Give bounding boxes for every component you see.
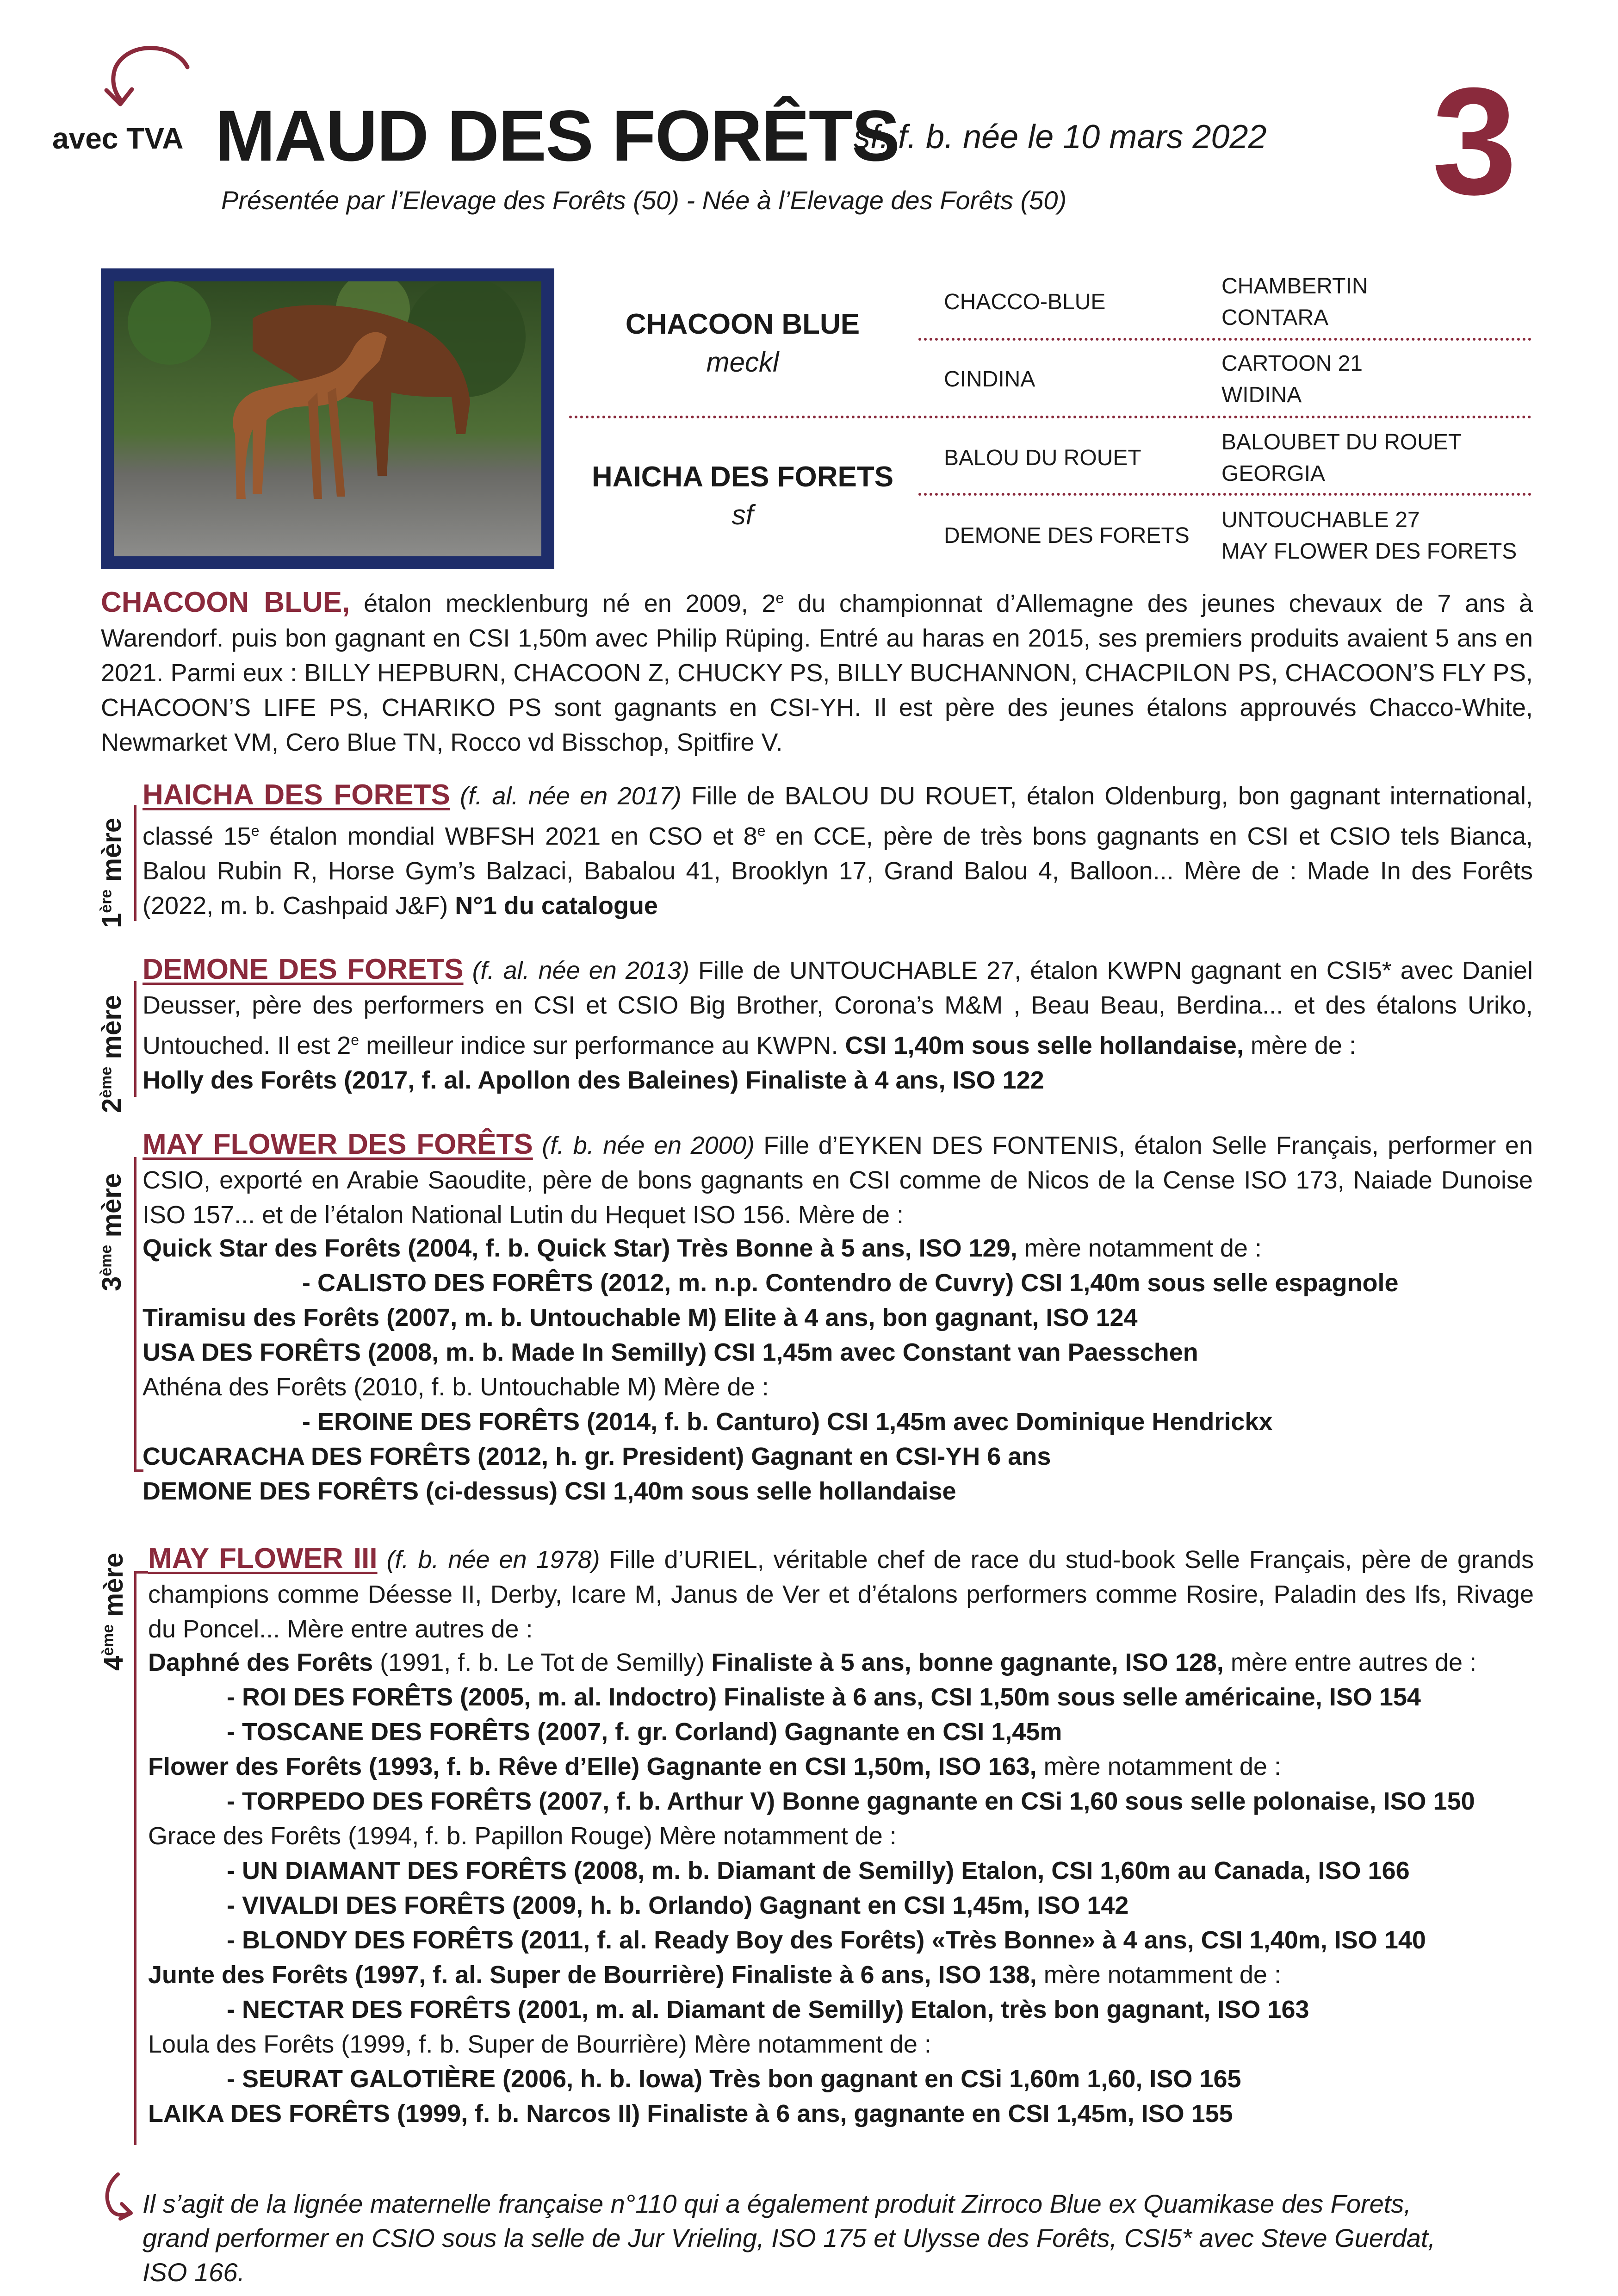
mere4-line-1-rest: mère entre autres de :: [1223, 1649, 1477, 1676]
mere2-text-3: mère de :: [1243, 1032, 1356, 1059]
pedigree-gen3-group-2: [1221, 348, 1363, 411]
mere1-label-sup: ère: [97, 889, 115, 913]
pedigree-dam-name: HAICHA DES FORETS: [591, 461, 894, 493]
mere3-produce-line: Tiramisu des Forêts (2007, m. b. Untouchable M) Elite à 4 ans, bon gagnant, ISO 124: [143, 1304, 1138, 1332]
mere2-sup: e: [351, 1032, 360, 1048]
mere4-produce-line: - SEURAT GALOTIÈRE (2006, h. b. Iowa) Très bon gagnant en CSi 1,60m 1,60, ISO 165: [227, 2065, 1241, 2093]
pedigree-divider-lower: [918, 493, 1531, 496]
mere3-description: [143, 1127, 1533, 1232]
pedigree-gen3-7: UNTOUCHABLE 27: [1221, 508, 1420, 532]
mere4-produce-line: Loula des Forêts (1999, f. b. Super de Bourrière) Mère notamment de :: [148, 2030, 931, 2058]
pedigree-gen3-group-1: [1221, 271, 1368, 334]
mere4-info: (f. b. née en 1978): [377, 1546, 600, 1574]
sire-description-name: CHACOON BLUE,: [101, 586, 350, 618]
mere1-label-num: 1: [97, 913, 127, 928]
mere3-bracket-foot: [134, 1469, 143, 1472]
mere2-bold-2: Holly des Forêts (2017, f. al. Apollon des Baleines) Finaliste à 4 ans, ISO 122: [143, 1066, 1044, 1094]
mere4-produce-line: LAIKA DES FORÊTS (1999, f. b. Narcos II) Finaliste à 6 ans, gagnante en CSI 1,45m, ISO 155: [148, 2100, 1233, 2128]
sire-description: [101, 581, 1533, 760]
mere3-label-num: 3: [97, 1276, 127, 1291]
mere2-label-sup: ème: [97, 1066, 115, 1098]
mere3-produce-list: [143, 1231, 1399, 1509]
maternal-line-note: Il s’agit de la lignée maternelle française n°110 qui a également produit Zirroco Blue ex Quamikase des Forets, grand performer en CSIO sous la selle de Jur Vrieling, ISO 175 et Ulysse des Forêts, CSI5* avec Steve Guerdat, ISO 166.: [143, 2189, 1436, 2287]
mere2-info: (f. al. née en 2013): [463, 957, 689, 984]
pedigree-gen3-group-4: [1221, 504, 1517, 567]
mere1-bracket: [134, 805, 136, 921]
hook-arrow-icon: [95, 2171, 136, 2221]
pedigree-gen3-3: CARTOON 21: [1221, 351, 1363, 376]
mere1-text-2: étalon mondial WBFSH 2021 en CSO et 8: [259, 822, 757, 850]
mere3-produce-line: CUCARACHA DES FORÊTS (2012, h. gr. President) Gagnant en CSI-YH 6 ans: [143, 1443, 1051, 1470]
mere4-produce-line: - ROI DES FORÊTS (2005, m. al. Indoctro) Finaliste à 6 ans, CSI 1,50m sous selle américaine, ISO 154: [227, 1683, 1421, 1711]
mere4-line-10-rest: mère notamment de :: [1036, 1961, 1281, 1989]
mere4-produce-list: [148, 1645, 1476, 2131]
mere4-line-4-rest: mère notamment de :: [1036, 1753, 1281, 1780]
mere4-line-1-normal: (1991, f. b. Le Tot de Semilly): [373, 1649, 712, 1676]
pedigree-divider-upper: [918, 338, 1531, 341]
mere4-produce-line: Grace des Forêts (1994, f. b. Papillon Rouge) Mère notamment de :: [148, 1822, 897, 1850]
mere3-line-1-bold: Quick Star des Forêts (2004, f. b. Quick Star) Très Bonne à 5 ans, ISO 129,: [143, 1234, 1017, 1262]
mere3-produce-line: Athéna des Forêts (2010, f. b. Untouchable M) Mère de :: [143, 1373, 769, 1401]
lot-number: 3: [1432, 56, 1517, 226]
mere3-text: Fille d’EYKEN DES FONTENIS, étalon Selle Français, performer en CSIO, exporté en Arabie Saoudite, père de bons gagnants en CSI comme de Nicos de la Cense ISO 173, Naiade Dunoise ISO 157... et de l’étalon National Lutin du Hequet ISO 156. Mère de :: [143, 1132, 1533, 1229]
mere3-produce-line: - EROINE DES FORÊTS (2014, f. b. Canturo) CSI 1,45m avec Dominique Hendrickx: [302, 1408, 1273, 1436]
mere2-label-word: mère: [97, 995, 127, 1067]
pedigree-gen2-3: BALOU DU ROUET: [944, 446, 1141, 470]
pedigree-gen2-4: DEMONE DES FORETS: [944, 523, 1190, 548]
mere4-label-word: mère: [99, 1552, 129, 1624]
pedigree-gen3-group-3: [1221, 427, 1462, 490]
mere2-bold-1: CSI 1,40m sous selle hollandaise,: [845, 1032, 1244, 1059]
sire-description-text-1: étalon mecklenburg né en 2009, 2: [350, 590, 776, 617]
pedigree-dam: [578, 460, 907, 531]
mere1-text-1: Fille de BALOU DU ROUET, étalon Oldenburg, bon gagnant international, classé 15: [143, 782, 1533, 850]
mere4-text: Fille d’URIEL, véritable chef de race du stud-book Selle Français, père de grands champions comme Déesse II, Derby, Icare M, Janus de Ver et d’étalons performers comme Rosire, Paladin des Ifs, Rivage du Poncel... Mère entre autres de :: [148, 1546, 1534, 1643]
mere4-produce-line: - NECTAR DES FORÊTS (2001, m. al. Diamant de Semilly) Etalon, très bon gagnant, ISO 163: [227, 1996, 1309, 2023]
mere3-produce-line: [143, 1231, 1399, 1266]
mere2-bracket: [134, 981, 136, 1097]
mere3-produce-line: DEMONE DES FORÊTS (ci-dessus) CSI 1,40m sous selle hollandaise: [143, 1477, 956, 1505]
mere4-side-label: [98, 1553, 129, 1671]
mere4-label-sup: ème: [99, 1624, 117, 1656]
presenter-line: Présentée par l’Elevage des Forêts (50) - Née à l’Elevage des Forêts (50): [221, 186, 1067, 215]
pedigree-gen3-6: GEORGIA: [1221, 461, 1326, 486]
mere4-produce-line: - VIVALDI DES FORÊTS (2009, h. b. Orlando) Gagnant en CSI 1,45m, ISO 142: [227, 1892, 1129, 1919]
mere1-text-3: en CCE, père de très bons gagnants en CSI et CSIO tels Bianca, Balou Rubin R, Horse Gym’s Balzaci, Babalou 41, Brooklyn 17, Grand Balou 4, Balloon... Mère de : Made In des Forêts (2022, m. b. Cashpaid J&F): [143, 822, 1533, 920]
pedigree-gen3-2: CONTARA: [1221, 305, 1329, 330]
sire-description-text-2: du championnat d’Allemagne des jeunes chevaux de 7 ans à Warendorf. puis bon gagnant en CSI 1,50m avec Philip Rüping. Entré au haras en 2015, ses premiers produits avaient 5 ans en 2021. Parmi eux : BILLY HEPBURN, CHACOON Z, CHUCKY PS, BILLY BUCHANNON, CHACPILON PS, CHACOON’S FLY PS, CHACOON’S LIFE PS, CHARIKO PS sont gagnants en CSI-YH. Il est père des jeunes étalons approuvés Chacco-White, Newmarket VM, Cero Blue TN, Rocco vd Bisschop, Spitfire V.: [101, 590, 1533, 756]
mere3-info: (f. b. née en 2000): [533, 1132, 755, 1159]
mere2-side-label: [96, 995, 127, 1113]
horse-details: sf. f. b. née le 10 mars 2022: [854, 118, 1267, 156]
mere3-produce-line: - CALISTO DES FORÊTS (2012, m. n.p. Contendro de Cuvry) CSI 1,40m sous selle espagnole: [302, 1269, 1399, 1297]
mere4-line-10-bold: Junte des Forêts (1997, f. al. Super de Bourrière) Finaliste à 6 ans, ISO 138,: [148, 1961, 1037, 1989]
mere4-produce-line: - BLONDY DES FORÊTS (2011, f. al. Ready Boy des Forêts) «Très Bonne» à 4 ans, CSI 1,40m, ISO 140: [227, 1926, 1426, 1954]
mere4-name: MAY FLOWER III: [148, 1543, 378, 1574]
mere4-label-num: 4: [99, 1655, 129, 1671]
mere3-side-label: [96, 1173, 127, 1291]
pedigree-gen2-1: CHACCO-BLUE: [944, 290, 1106, 314]
tva-label: avec TVA: [52, 122, 184, 155]
pedigree-sire-name: CHACOON BLUE: [625, 308, 860, 340]
mere4-produce-line: - TOSCANE DES FORÊTS (2007, f. gr. Corland) Gagnante en CSI 1,45m: [227, 1718, 1062, 1746]
mere4-description: [148, 1541, 1534, 1647]
mere4-produce-line: [148, 1749, 1476, 1784]
horse-name: MAUD DES FORÊTS: [215, 96, 899, 176]
pedigree-dam-breed: sf: [732, 499, 754, 530]
mere1-side-label: [96, 818, 127, 928]
mere1-description: [143, 778, 1533, 923]
mere1-bold: N°1 du catalogue: [455, 892, 658, 920]
pedigree-sire: [578, 308, 907, 378]
mere2-text-2: meilleur indice sur performance au KWPN.: [359, 1032, 845, 1059]
mere4-produce-line: [148, 1645, 1476, 1680]
pedigree-gen3-4: WIDINA: [1221, 383, 1302, 407]
mere4-produce-line: [148, 1958, 1476, 1992]
mere3-line-1-rest: mère notamment de :: [1017, 1234, 1262, 1262]
mere3-name: MAY FLOWER DES FORÊTS: [143, 1128, 533, 1160]
mere2-label-num: 2: [97, 1098, 127, 1113]
mere1-name: HAICHA DES FORETS: [143, 779, 450, 811]
mere1-sup-2: e: [757, 822, 766, 839]
mere4-line-1-bold-a: Daphné des Forêts: [148, 1649, 373, 1676]
mere3-produce-line: USA DES FORÊTS (2008, m. b. Made In Semilly) CSI 1,45m avec Constant van Paesschen: [143, 1338, 1198, 1366]
pedigree-divider-middle: [569, 416, 1531, 418]
mere3-label-word: mère: [97, 1173, 127, 1245]
mere1-sup-1: e: [251, 822, 260, 839]
curved-arrow-icon: [88, 39, 199, 113]
mere1-info: (f. al. née en 2017): [450, 782, 682, 810]
horse-photo-icon: [114, 281, 541, 556]
pedigree-gen2-2: CINDINA: [944, 367, 1035, 392]
mere4-produce-line: - TORPEDO DES FORÊTS (2007, f. b. Arthur V) Bonne gagnante en CSi 1,60 sous selle polonaise, ISO 150: [227, 1787, 1475, 1815]
horse-photo: [101, 268, 554, 569]
mere2-description: [143, 952, 1533, 1098]
mere4-produce-line: - UN DIAMANT DES FORÊTS (2008, m. b. Diamant de Semilly) Etalon, CSI 1,60m au Canada, ISO 166: [227, 1857, 1410, 1885]
mere2-name: DEMONE DES FORETS: [143, 953, 464, 985]
mere1-label-word: mère: [97, 817, 127, 890]
mere4-bracket: [134, 1571, 136, 2145]
pedigree-gen3-5: BALOUBET DU ROUET: [1221, 430, 1462, 454]
mere4-line-4-bold: Flower des Forêts (1993, f. b. Rêve d’Elle) Gagnante en CSI 1,50m, ISO 163,: [148, 1753, 1037, 1780]
mere3-bracket: [134, 1157, 136, 1472]
mere4-line-1-bold-b: Finaliste à 5 ans, bonne gagnante, ISO 128,: [711, 1649, 1224, 1676]
sire-description-sup: e: [775, 590, 784, 606]
mere3-label-sup: ème: [97, 1244, 115, 1276]
pedigree-gen3-1: CHAMBERTIN: [1221, 274, 1368, 299]
mere2-text-1: Fille de UNTOUCHABLE 27, étalon KWPN gagnant en CSI5* avec Daniel Deusser, père des performers en CSI et CSIO Big Brother, Corona’s M&M , Beau Beau, Berdina... et des étalons Uriko, Untouched. Il est 2: [143, 957, 1533, 1059]
pedigree-gen3-8: MAY FLOWER DES FORETS: [1221, 539, 1517, 564]
pedigree-sire-breed: meckl: [706, 347, 779, 378]
